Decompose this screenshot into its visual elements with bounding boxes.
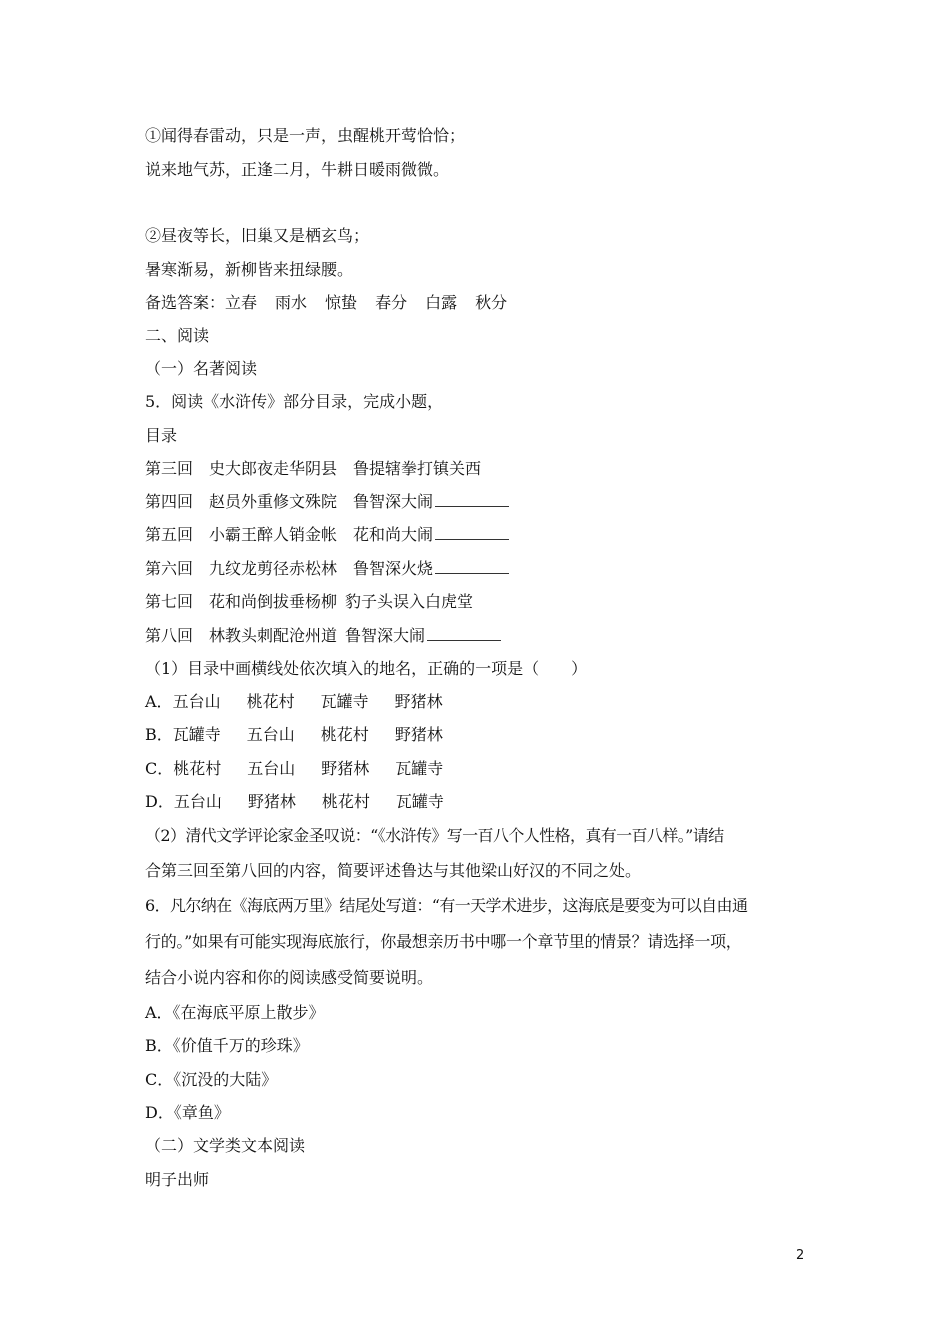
option-term: 惊蛰 — [325, 293, 358, 312]
answer-options — [145, 293, 507, 313]
question-5-stem: 5．阅读《水浒传》部分目录，完成小题， — [145, 392, 444, 411]
couplet-2-line-1: ②昼夜等长，旧巢又是栖玄鸟； — [145, 226, 370, 245]
choice-a[interactable]: A．五台山 桃花村 瓦罐寺 野猪林 — [145, 692, 443, 711]
toc-row: 第八回 林教头刺配沧州道 鲁智深大闹 — [145, 626, 501, 646]
toc-title: 目录 — [145, 426, 178, 445]
option-term: 秋分 — [475, 293, 508, 312]
couplet-2-line-2: 暑寒渐易，新柳皆来扭绿腰。 — [145, 260, 354, 279]
choice-b[interactable]: B．瓦罐寺 五台山 桃花村 野猪林 — [145, 725, 443, 744]
fill-blank[interactable] — [435, 492, 509, 507]
options-label: 备选答案： — [145, 293, 226, 312]
question-5-sub-2-line-2: 合第三回至第八回的内容，简要评述鲁达与其他梁山好汉的不同之处。 — [145, 861, 642, 880]
q6-option-d[interactable]: D．《章鱼》 — [145, 1103, 230, 1122]
couplet-1-line-1: ①闻得春雷动，只是一声，虫醒桃开莺恰恰； — [145, 126, 466, 145]
toc-row: 第六回 九纹龙剪径赤松林 鲁智深火烧 — [145, 559, 509, 579]
story-title: 明子出师 — [145, 1170, 210, 1189]
question-6-line-1: 6．凡尔纳在《海底两万里》结尾处写道：“有一天学术进步，这海底是要变为可以自由通 — [145, 896, 748, 915]
fill-blank[interactable] — [435, 559, 509, 574]
section-heading: 二、阅读 — [145, 326, 210, 345]
toc-row: 第四回 赵员外重修文殊院 鲁智深大闹 — [145, 492, 509, 512]
q6-option-b[interactable]: B．《价值千万的珍珠》 — [145, 1036, 309, 1055]
q6-option-a[interactable]: A．《在海底平原上散步》 — [145, 1003, 325, 1022]
option-term: 春分 — [375, 293, 408, 312]
question-5-sub-1: （1）目录中画横线处依次填入的地名，正确的一项是（ ） — [145, 659, 588, 678]
fill-blank[interactable] — [435, 525, 509, 540]
option-term: 白露 — [425, 293, 458, 312]
question-6-line-2: 行的。”如果有可能实现海底旅行，你最想亲历书中哪一个章节里的情景？请选择一项， — [145, 932, 742, 951]
choice-c[interactable]: C．桃花村 五台山 野猪林 瓦罐寺 — [145, 759, 444, 778]
fill-blank[interactable] — [427, 626, 501, 641]
question-6-line-3: 结合小说内容和你的阅读感受简要说明。 — [145, 968, 434, 987]
couplet-1-line-2: 说来地气苏，正逢二月，牛耕日暖雨微微。 — [145, 160, 450, 179]
part-heading: （二）文学类文本阅读 — [145, 1136, 306, 1155]
toc-row: 第三回 史大郎夜走华阴县 鲁提辖拳打镇关西 — [145, 459, 482, 478]
toc-row: 第七回 花和尚倒拔垂杨柳 豹子头误入白虎堂 — [145, 592, 474, 611]
page-number: 2 — [796, 1248, 805, 1263]
part-heading: （一）名著阅读 — [145, 359, 258, 378]
option-term: 雨水 — [275, 293, 308, 312]
option-term: 立春 — [225, 293, 258, 312]
choice-d[interactable]: D．五台山 野猪林 桃花村 瓦罐寺 — [145, 792, 444, 811]
toc-row: 第五回 小霸王醉人销金帐 花和尚大闹 — [145, 525, 509, 545]
q6-option-c[interactable]: C．《沉没的大陆》 — [145, 1070, 278, 1089]
question-5-sub-2-line-1: （2）清代文学评论家金圣叹说：“《水浒传》写一百八个人性格，真有一百八样。”请结 — [145, 826, 724, 845]
